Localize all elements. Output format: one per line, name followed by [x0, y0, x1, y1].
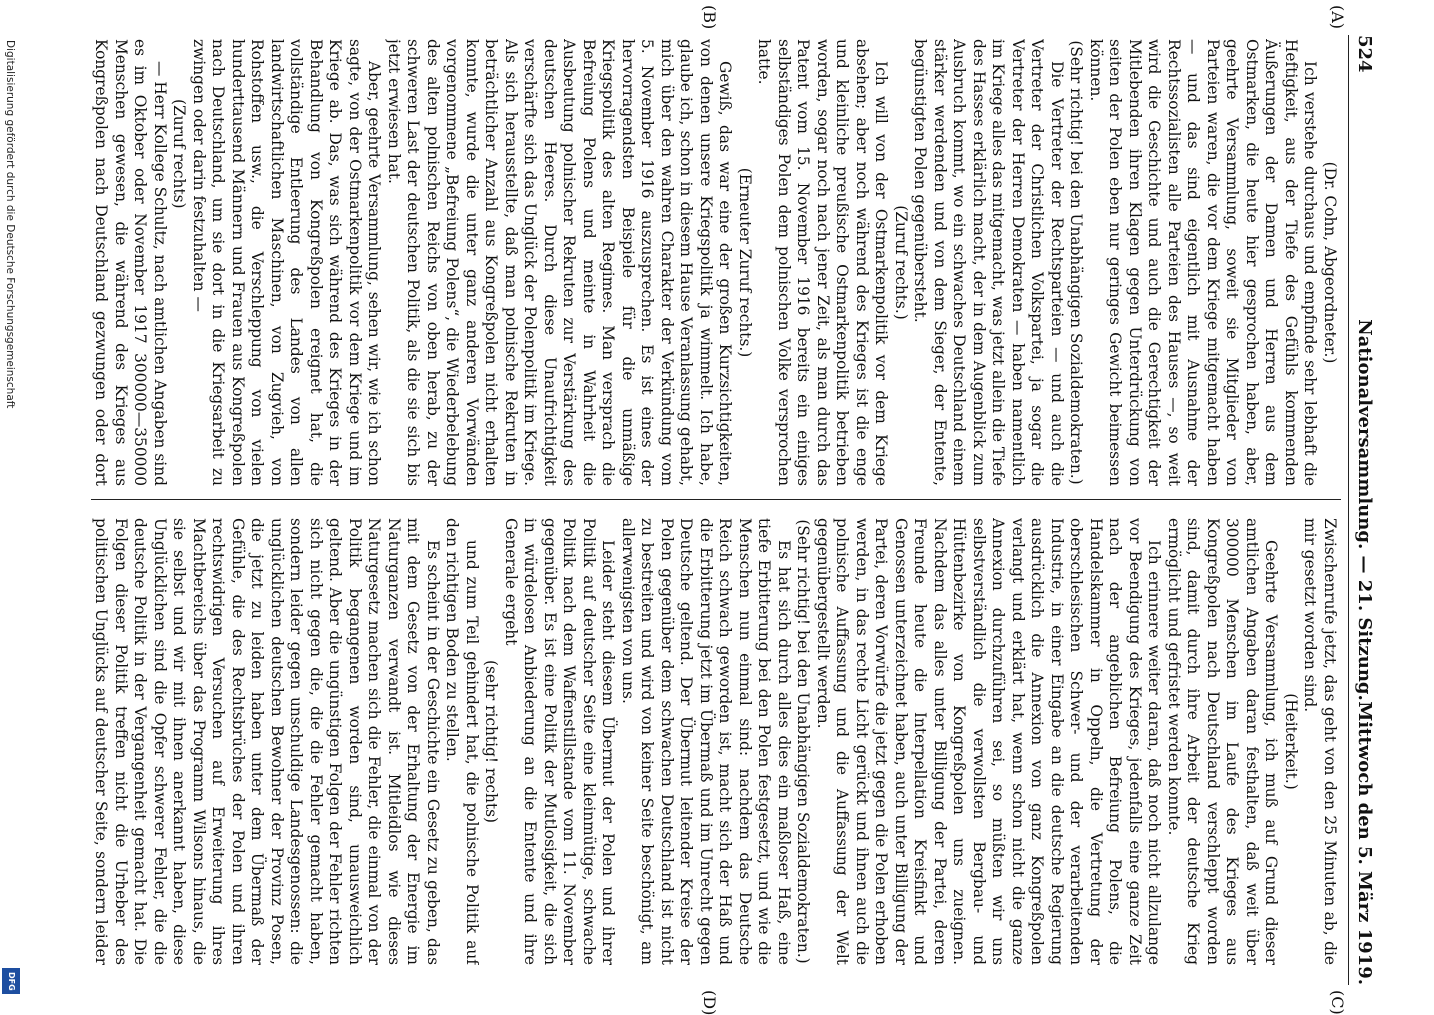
page-header [1348, 35, 1375, 985]
paragraph: Es scheint in der Geschichte ein Gesetz zu geben, das mit dem Gesetz von der Erhaltung der Energie im Naturganzen verwandt ist. Mitleidlos wie dieses Naturgesetz machen sich die Fehler, die einmal von der Politik begangenen worden sind, unausweichlich geltend. Aber die ungünstigen Folgen der Fehler richten sich nicht gegen die, die die Fehler gemacht haben, sondern leider gegen unschuldige Landesgenossen: die unglücklichen deutschen Bewohner der Provinz Posen, die jetzt zu leiden haben unter dem Übermaß der Gefühle, die des Rechtsbrüches der Polen und ihren rechtswidrigen Versuchen auf Erweiterung ihres Machtbereichs über das Programm Wilsons hinaus, die sie selbst und wir mit ihnen anerkannt haben, diese Unglücklichen sind die Opfer schwerer Fehler, die die deutsche Politik in der Vergangenheit gemacht hat. Die Folgen dieser Politik treffen nicht die Urheber des politischen Unglücks auf deutscher Seite, sondern leider [92, 518, 442, 965]
paragraph: (Heiterkeit.) [1282, 693, 1300, 790]
paragraph: Die Vertreter der Rechtsparteien — und auch die Vertreter der Christlichen Volkspartei, ja sogar die Vertreter der Herren Demokraten — haben namentlich im Kriege alles das mitgemacht, was jetzt allein die Tiefe des Hasses erklärlich macht, der in dem Augenblick zum Ausbruch kommt, wo ein schwaches Deutschland einem stärker werdenden und von dem Sieger, der Entente, begünstigten Polen gegenübersteht. [911, 39, 1066, 486]
paragraph: Ich will von der Ostmarkenpolitik vor dem Kriege absehen; aber noch während des Krieges ist die enge und kleinliche preußische Ostmarkenpolitik betrieben worden, sogar noch nach jener Zeit, als man durch das Patent vom 15. November 1916 bereits ein einiges selbständiges Polen dem polnischen Volke versprochen hatte. [755, 39, 891, 486]
paragraph: Gewiß, das war eine der großen Kurzsichtigkeiten, von denen unsere Kriegspolitik ja wimmelt. Ich habe, glaube ich, schon in diesem Hause Veranlassung gehabt, mich über den wahren Charakter der Verkündung vom 5. November 1916 auszusprechen. Es ist eines der hervorragendsten Beispiele für die unmäßige Kriegspolitik des alten Regimes. Man versprach die Befreiung Polens und meinte in Wahrheit die Ausbeutung polnischer Rekruten zur Verstärkung des deutschen Heeres. Durch diese Unaufrichtigkeit verschärfte sich das Unglück der Polenpolitik im Kriege. Als sich herausstellte, daß man polnische Rekruten in beträchtlicher Anzahl aus Kongreßpolen nicht erhalten konnte, wurde die unter ganz anderen Vorwänden vorgenommene „Befreiung Polens“, die Wiederbelebung des alten polnischen Reichs von oben herab, zu der schweren Last der deutschen Politik, als die sie sich bis jetzt erwiesen hat. [385, 39, 735, 486]
dfg-logo: DFG [2, 968, 20, 994]
paragraph: — Herr Kollege Schultz, nach amtlichen Angaben sind es im Oktober oder November 1917 300000—350000 Menschen gewesen, die während des Krieges aus Kongreßpolen nach Deutschland gezwungen oder dort [92, 39, 169, 486]
paragraph: Ich erinnere weiter daran, daß noch nicht allzulange vor Beendigung des Krieges, jedenfalls eine ganze Zeit nach der angeblichen Befreiung Polens, die Handelskammer in Oppeln, die Vertretung der oberschlesischen Schwer- und der verarbeitenden Industrie, in einer Eingabe an die deutsche Regierung ausdrücklich die Annexion von ganz Kongreßpolen verlangt und erklärt hat, wenn schon nicht die ganze Annexion durchzuführen sei, so müßten wir uns selbstverständlich die verwollsten Bergbau- und Hüttenbezirke von Kongreßpolen uns zueignen. Nachdem das alles unter Billigung der Partei, deren Freunde heute die Interpellation Kreisfinkt und Genossen unterzeichnet haben, auch unter Billigung der Partei, deren Vorwürfe die jetzt gegen die Polen erhoben werden, in das rechte Licht gerückt und ihnen auch die polnische Auffassung und die Auffassung der Welt gegenübergestellt werden. [814, 518, 1164, 965]
paragraph: Leider steht diesem Übermut der Polen und ihrer Politik auf deutscher Seite eine kleinmütige, schwache Politik nach dem Waffenstillstande vom 11. November gegenüber. Es ist eine Politik der Mutlosigkeit, die sich in würdelosen Anbiederung an die Entente und ihre Generale ergeht [502, 518, 618, 965]
paragraph: (Zuruf rechts.) [892, 205, 910, 320]
paragraph: Aber, geehrte Versammlung, sehen wir, wie ich schon sagte, von der Ostmarkenpolitik vor dem Kriege und im Kriege ab. Das, was sich während des Krieges in der Behandlung von Kongreßpolen ereignet hat, die vollständige Entleerung des Landes von allen landwirtschaftlichen Maschinen, von Zugvieh, von Rohstoffen usw., die Verschleppung von vielen hunderttausend Männern und Frauen aus Kongreßpolen nach Deutschland, um sie dort in die Kriegsarbeit zu zwingen oder darin festzuhalten — [190, 39, 384, 486]
paragraph: Ich verstehe durchaus und empfinde sehr lebhaft die Heftigkeit, aus der Tiefe des Gefühls kommenden Äußerungen der Damen und Herren aus dem Ostmarken, die heute hier gesprochen haben, aber, geehrte Versammlung, soweit sie Mitglieder von Parteien waren, die vor dem Kriege mitgemacht haben — und das sind eigentlich mit Ausnahme der Rechtssozialisten alle Parteien des Hauses —, so weit wird die Geschichte und auch die Gerechtigkeit der Mitlebenden ihren Klagen gegen Unterdrückung von seiten der Polen eben nur geringes Gewicht beimessen können. [1087, 39, 1320, 486]
paragraph: (sehr richtig! rechts) [482, 659, 501, 824]
page-number: 524 [1354, 35, 1375, 73]
rotated-page [90, 5, 1375, 1015]
dfg-credit-text: Digitalisierung gefördert durch die Deutsche Forschungsgemeinschaft [4, 40, 16, 409]
right-text-column [91, 518, 1339, 965]
paragraph: (Dr. Cohn, Abgeordneter.) [1321, 161, 1339, 364]
paragraph: (Zuruf rechts) [170, 99, 189, 209]
session-title: Nationalversammlung. — 21. Sitzung. [1354, 319, 1375, 701]
session-date: Mittwoch den 5. März 1919. [1354, 701, 1375, 985]
left-text-column [91, 39, 1339, 486]
paragraph: Geehrte Versammlung, ich muß auf Grund dieser amtlichen Angaben daran festhalten, daß weit über 300000 Menschen im Laufe des Krieges aus Kongreßpolen nach Deutschland verschleppt worden sind, damit durch ihre Arbeit der deutsche Krieg ermöglicht und gefristet werden konnte. [1165, 518, 1281, 965]
margin-marker-d: (D) [700, 990, 719, 1015]
margin-marker-b: (B) [700, 5, 719, 30]
paragraph: (Erneuter Zuruf rechts.) [736, 167, 754, 358]
paragraph: (Sehr richtig! bei den Unabhängigen Sozialdemokraten.) [794, 519, 813, 964]
paragraph: Es hat sich durch alles dies ein maßloser Haß, eine tiefe Erbitterung bei den Polen festgesetzt, und wie die Menschen nun einmal sind: nachdem das Deutsche Reich schwach geworden ist, macht sich der Haß und die Erbitterung jetzt im Übermaß und im Unrecht gegen Deutsche geltend. Der Übermut leitender Kreise der Polen gegenüber dem schwachen Deutschland ist nicht zu bestreiten und wird von keiner Seite beschönigt, am allerwenigsten von uns. [619, 518, 793, 965]
paragraph: (Sehr richtig! bei den Unabhängigen Sozialdemokraten.) [1067, 40, 1086, 485]
column-divider [91, 499, 1341, 500]
margin-marker-a: (A) [1328, 5, 1347, 30]
paragraph: und zum Teil gehindert hat, die polnische Politik auf den richtigen Boden zu stellen. [443, 518, 481, 965]
digitization-sidebar [0, 0, 22, 1000]
paragraph: Zwischenrufe jetzt, das geht von den 25 Minuten ab, die mir gesetzt worden sind. [1301, 518, 1339, 965]
margin-marker-c: (C) [1328, 990, 1347, 1015]
